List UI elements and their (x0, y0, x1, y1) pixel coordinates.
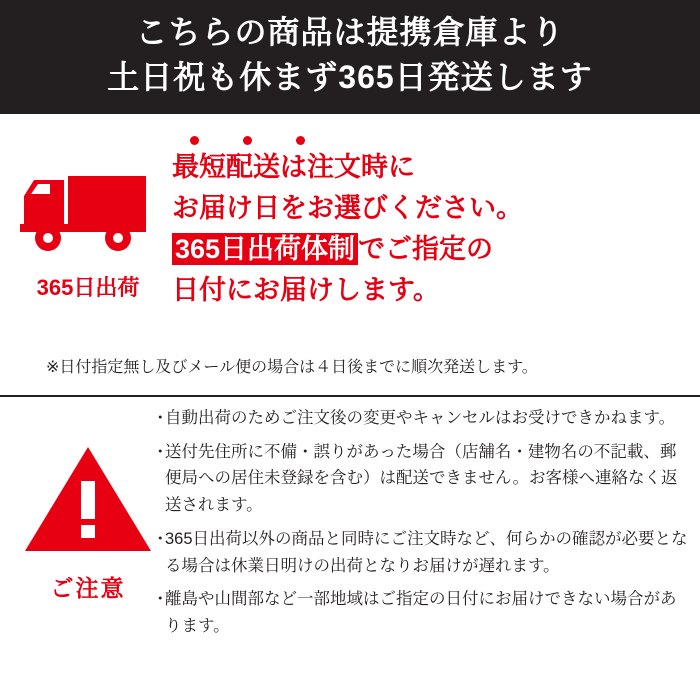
shipping-line-3-rest: でご指定の (358, 234, 494, 265)
banner-header (0, 0, 700, 114)
warning-triangle-icon (23, 542, 153, 559)
bullet-icon: ・ (152, 409, 169, 427)
list-item-text: 離島や山間部など一部地域はご指定の日付にお届けできない場合があります。 (165, 590, 677, 636)
shipping-note: ※日付指定無し及びメール便の場合は４日後までに順次発送します。 (46, 359, 538, 377)
truck-label: 365日出荷 (36, 275, 140, 300)
shipping-line-3 (172, 229, 692, 270)
caution-section (0, 397, 700, 698)
caution-label: ご注意 (50, 575, 126, 601)
list-item (152, 405, 692, 432)
dot-icon (243, 136, 252, 145)
caution-icon-block (8, 443, 168, 603)
truck-block (8, 162, 168, 302)
dot-icon (190, 136, 199, 145)
bullet-icon: ・ (152, 442, 169, 461)
bullet-icon: ・ (152, 590, 169, 609)
delivery-truck-icon (8, 162, 168, 263)
list-item (152, 526, 692, 579)
highlight-365-badge: 365日出荷体制 (172, 233, 358, 265)
shipping-text-block (172, 136, 692, 311)
bullet-icon: ・ (152, 529, 169, 548)
list-item (152, 586, 692, 639)
list-item-text: 自動出荷のためご注文後の変更やキャンセルはお受けできかねます。 (165, 409, 676, 427)
shipping-line-4: 日付にお届けします。 (172, 275, 440, 306)
header-line-1: こちらの商品は提携倉庫より (135, 14, 565, 50)
caution-list (152, 405, 692, 647)
shipping-line-1: 最短配送は注文時に (172, 152, 415, 182)
list-item (152, 439, 692, 519)
dot-icon (296, 136, 305, 145)
list-item-text: 365日出荷以外の商品と同時にご注文時など、何らかの確認が必要となる場合は休業日明けの出荷となりお届けが遅れます。 (165, 529, 688, 575)
decorative-dots (190, 136, 692, 145)
list-item-text: 送付先住所に不備・誤りがあった場合（店舗名・建物名の不記載、郵便局への居住未登録を含む）は配送できません。お客様へ連絡なく返送されます。 (165, 442, 678, 515)
shipping-section (0, 114, 700, 397)
header-line-2: 土日祝も休まず365日発送します (107, 59, 593, 96)
shipping-line-2: お届け日をお選びください。 (172, 193, 523, 224)
